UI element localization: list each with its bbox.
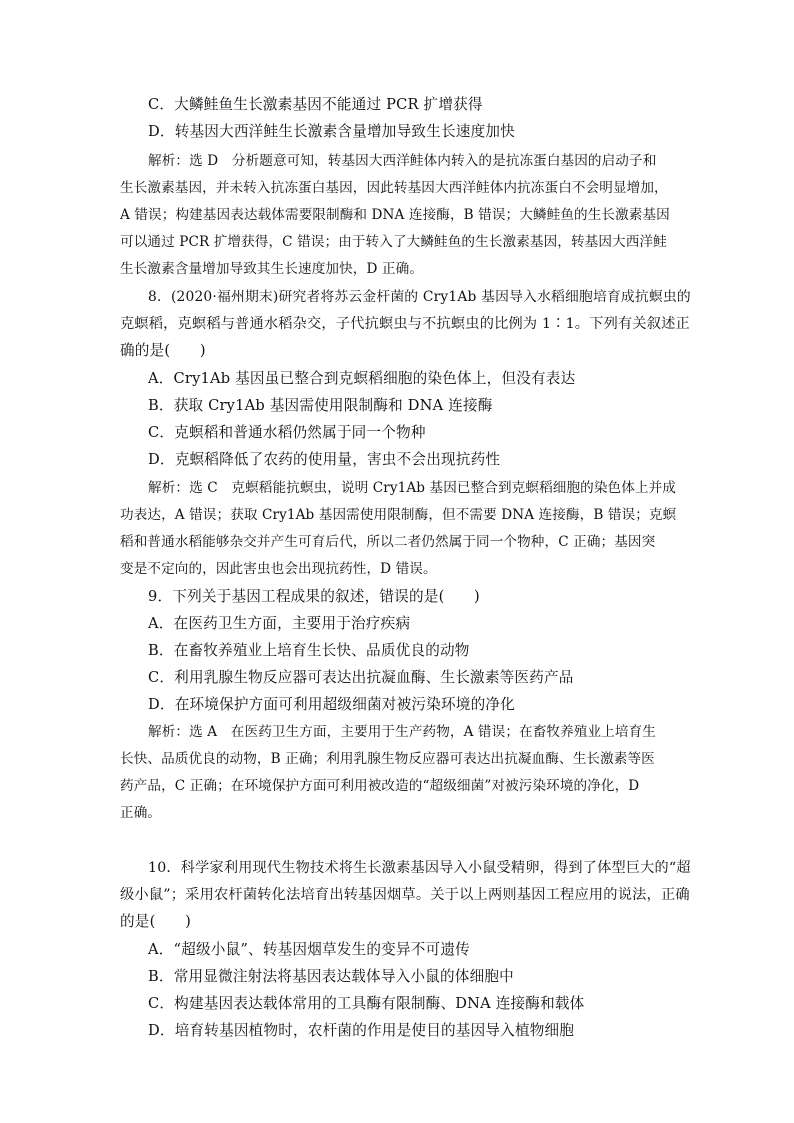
q9-option-b: B．在畜牧养殖业上培育生长快、品质优良的动物 [148, 642, 470, 659]
q8-solution-line: 解析：选 C 克螟稻能抗螟虫，说明 Cry1Ab 基因已整合到克螟稻细胞的染色体上并成 [148, 480, 677, 496]
q8-option-b: B．获取 Cry1Ab 基因需使用限制酶和 DNA 连接酶 [148, 397, 493, 414]
q9-solution-line: 药产品，C 正确；在环境保护方面可利用被改造的“超级细菌”对被污染环境的净化，D [120, 778, 640, 794]
q9-solution-line: 长快、品质优良的动物，B 正确；利用乳腺生物反应器可表达出抗凝血酶、生长激素等医 [120, 751, 655, 767]
q9-solution-line: 解析：选 A 在医药卫生方面，主要用于生产药物，A 错误；在畜牧养殖业上培育生 [148, 724, 656, 740]
q7-option-d: D．转基因大西洋鲑生长激素含量增加导致生长速度加快 [148, 123, 515, 140]
q9-option-c: C．利用乳腺生物反应器可表达出抗凝血酶、生长激素等医药产品 [148, 669, 574, 686]
q9-stem-line: 9．下列关于基因工程成果的叙述，错误的是( ) [148, 588, 480, 605]
q7-solution-line: 生长激素含量增加导致其生长速度加快，D 正确。 [120, 261, 423, 277]
q9-solution-line: 正确。 [120, 805, 162, 821]
q10-option-a: A．“超级小鼠”、转基因烟草发生的变异不可遗传 [148, 941, 470, 958]
q9-option-a: A．在医药卫生方面，主要用于治疗疾病 [148, 615, 411, 632]
q8-option-a: A．Cry1Ab 基因虽已整合到克螟稻细胞的染色体上，但没有表达 [148, 370, 576, 387]
q8-solution-line: 变是不定向的，因此害虫也会出现抗药性，D 错误。 [120, 561, 437, 577]
q7-option-c: C．大鳞鲑鱼生长激素基因不能通过 PCR 扩增获得 [148, 96, 483, 113]
q8-stem-line: 克螟稻，克螟稻与普通水稻杂交，子代抗螟虫与不抗螟虫的比例为 1∶1。下列有关叙述正 [120, 316, 690, 332]
q9-option-d: D．在环境保护方面可利用超级细菌对被污染环境的净化 [148, 696, 515, 713]
q10-stem-line: 的是( ) [120, 913, 191, 930]
q10-option-c: C．构建基因表达载体常用的工具酶有限制酶、DNA 连接酶和载体 [148, 995, 585, 1012]
q10-stem-line: 级小鼠”；采用农杆菌转化法培育出转基因烟草。关于以上两则基因工程应用的说法，正确 [120, 887, 690, 903]
q8-solution-line: 稻和普通水稻能够杂交并产生可育后代，所以二者仍然属于同一个物种，C 正确；基因突 [120, 534, 656, 550]
q10-stem-line: 10．科学家利用现代生物技术将生长激素基因导入小鼠受精卵，得到了体型巨大的“超 [148, 860, 691, 876]
q8-option-c: C．克螟稻和普通水稻仍然属于同一个物种 [148, 424, 426, 441]
q8-solution-line: 功表达，A 错误；获取 Cry1Ab 基因需使用限制酶，但不需要 DNA 连接酶，B 错误；克螟 [120, 507, 677, 523]
q7-solution-line: A 错误；构建基因表达载体需要限制酶和 DNA 连接酶，B 错误；大鳞鲑鱼的生长激素基因 [120, 207, 670, 223]
q8-stem-line: 8．(2020·福州期末)研究者将苏云金杆菌的 Cry1Ab 基因导入水稻细胞培育成抗螟虫的 [148, 289, 691, 305]
q7-solution-line: 可以通过 PCR 扩增获得，C 错误；由于转入了大鳞鲑鱼的生长激素基因，转基因大西洋鲑 [120, 234, 667, 250]
q10-option-d: D．培育转基因植物时，农杆菌的作用是使目的基因导入植物细胞 [148, 1022, 575, 1039]
q7-solution-line: 生长激素基因，并未转入抗冻蛋白基因，因此转基因大西洋鲑体内抗冻蛋白不会明显增加， [120, 180, 668, 196]
q10-option-b: B．常用显微注射法将基因表达载体导入小鼠的体细胞中 [148, 968, 514, 985]
q8-option-d: D．克螟稻降低了农药的使用量，害虫不会出现抗药性 [148, 451, 501, 468]
q8-stem-line: 确的是( ) [120, 342, 206, 359]
q7-solution-line: 解析：选 D 分析题意可知，转基因大西洋鲑体内转入的是抗冻蛋白基因的启动子和 [148, 153, 657, 169]
